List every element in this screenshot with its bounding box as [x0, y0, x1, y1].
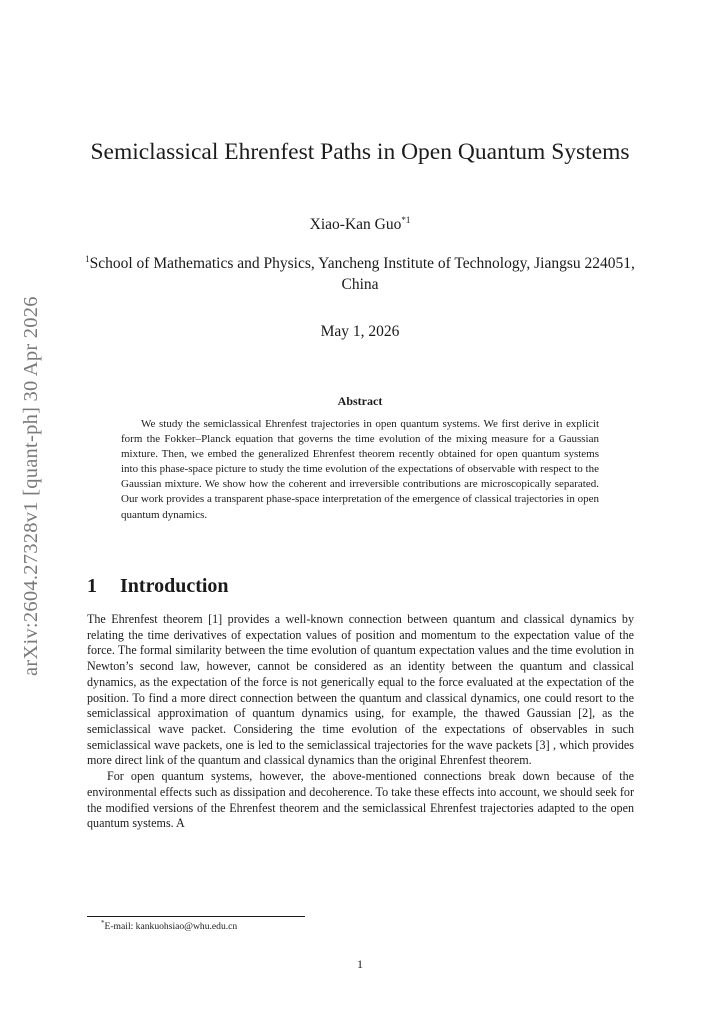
- paper-title: Semiclassical Ehrenfest Paths in Open Quantum Systems: [90, 139, 630, 165]
- affiliation-mark: 1: [85, 254, 90, 264]
- abstract-text: We study the semiclassical Ehrenfest trajectories in open quantum systems. We first derive in explicit form the Fokker–Planck equation that governs the time evolution of the mixing measure for a Gaussian mixture. Then, we embed the generalized Ehrenfest theorem recently obtained for open quantum systems into this phase-space picture to study the time evolution of the expectations of observable with respect to the Gaussian mixture. We show how the coherent and irreversible contributions are microscopically separated. Our work provides a transparent phase-space interpretation of the emergence of classical trajectories in open quantum dynamics.: [121, 418, 599, 521]
- section-title: Introduction: [120, 575, 229, 597]
- author-line: [90, 215, 630, 235]
- section-number: 1: [87, 575, 97, 597]
- author-name: Xiao-Kan Guo: [309, 216, 402, 233]
- body-paragraph: The Ehrenfest theorem [1] provides a well-known connection between quantum and classical dynamics by relating the time derivatives of expectation values of position and momentum to the expectation value of the force. The formal similarity between the time evolution of quantum expectation values and the time evolution in Newton’s second law, however, cannot be considered as an identity between the quantum and classical dynamics, as the expectation of the force is not generically equal to the force evaluated at the expectation of the position. To find a more direct connection between the quantum and classical dynamics, one could resort to the semiclassical approximation of quantum dynamics using, for example, the thawed Gaussian [2], as the semiclassical wave packet. Considering the time evolution of the expectations of observables in such semiclassical wave packets, one is led to the semiclassical trajectories for the wave packets [3] , which provides more direct link of the quantum and classical dynamics than the original Ehrenfest theorem.: [87, 612, 634, 768]
- paper-date: May 1, 2026: [320, 323, 400, 340]
- section-body: [87, 612, 634, 832]
- section-heading: [87, 574, 229, 598]
- abstract-heading: Abstract: [337, 394, 383, 408]
- author-marks: *1: [401, 215, 411, 225]
- footnote: [101, 921, 237, 933]
- footnote-rule: [87, 916, 305, 917]
- arxiv-identifier[interactable]: arXiv:2604.27328v1 [quant-ph] 30 Apr 2026: [20, 296, 42, 676]
- footnote-mark: *: [101, 919, 105, 927]
- page-number: 1: [357, 957, 363, 971]
- affiliation: [80, 253, 640, 295]
- body-paragraph: For open quantum systems, however, the above-mentioned connections break down because of the environmental effects such as dissipation and decoherence. To take these effects into account, we should seek for the modified versions of the Ehrenfest theorem and the semiclassical Ehrenfest trajectories adapted to the open quantum systems. A: [87, 769, 634, 831]
- footnote-text: E-mail: kankuohsiao@whu.edu.cn: [104, 921, 238, 932]
- affiliation-text: School of Mathematics and Physics, Yancheng Institute of Technology, Jiangsu 224051, China: [89, 255, 635, 293]
